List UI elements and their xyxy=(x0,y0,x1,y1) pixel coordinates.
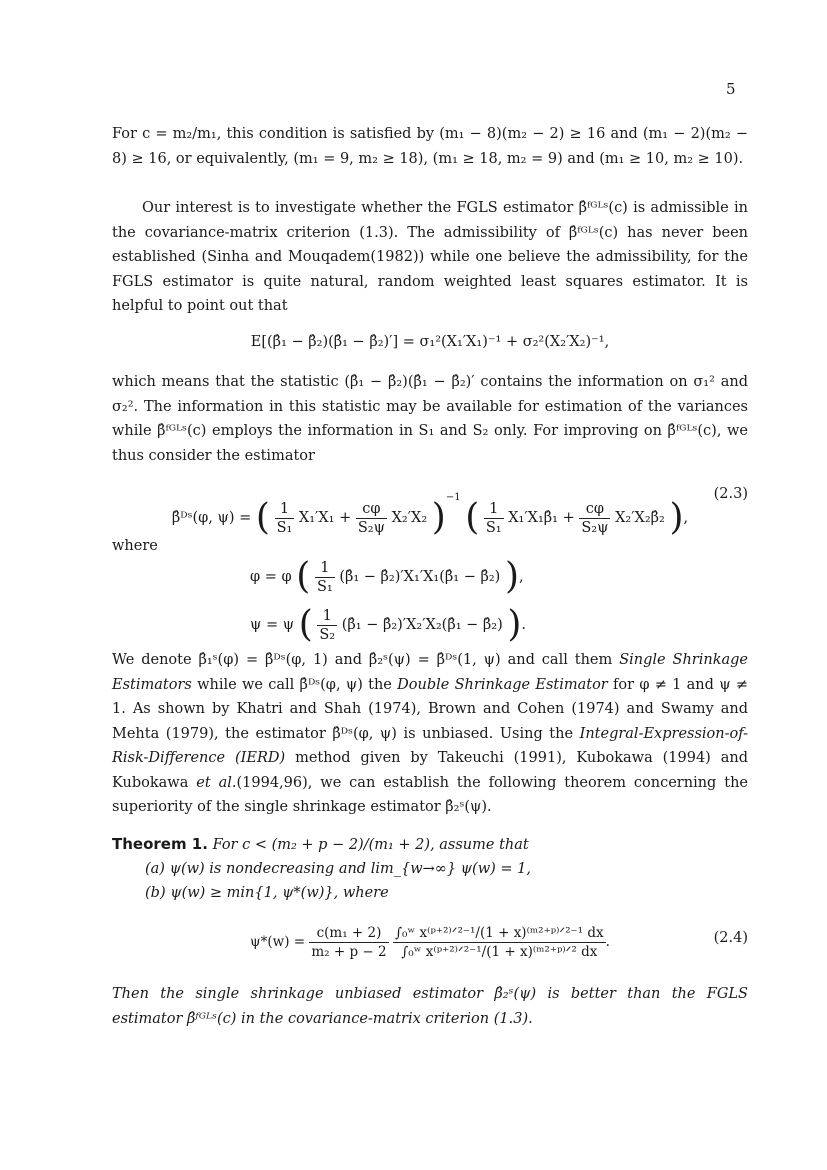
eq23-frac-a: $\frac{1}{\text{S₁}}$ xyxy=(276,500,293,536)
equation-number-2-4: (2.4) xyxy=(713,930,748,946)
eq23-frac-b: $\frac{c\varphi}{\text{S₂ψ}}$ xyxy=(357,500,385,536)
equation-number-2-3: (2.3) xyxy=(713,486,748,502)
psi-frac: $\frac{1}{\text{S₂}}$ xyxy=(319,607,336,643)
paragraph-4: We denote β̂₁ˢ(φ) = β̂ᴰˢ(φ, 1) and β̂₂ˢ(ψ) = β̂ᴰˢ(1, ψ) and call them Single Shrinkage Estimators while we call β̂ᴰˢ(φ, ψ) the Double Shrinkage Estimator for φ ≠ 1 and ψ ≠ 1. As shown by Khatri and Shah (1974), Brown and Cohen (1974) and Swamy and Mehta (1979), the estimator β̂ᴰˢ(φ, ψ) is unbiased. Using the Integral-Expression-of-Risk-Difference (IERD) method given by Takeuchi (1991), Kubokawa (1994) and Kubokawa et al.(1994,96), we can establish the following theorem concerning the superiority of the single shrinkage estimator β̂₂ˢ(ψ). xyxy=(112,652,748,815)
eq23-lhs: β̂ᴰˢ(φ, ψ) = xyxy=(171,510,252,526)
eq24-coef: $\frac{\text{c(m₁ + 2)}}{\text{m₂ + p − 2}}$ xyxy=(311,925,387,960)
theorem-head: Theorem 1. xyxy=(112,835,208,853)
theorem-cond-a: (a) ψ(w) is nondecreasing and lim_{w→∞} ψ(w) = 1, xyxy=(145,861,531,877)
theorem-cond-b: (b) ψ(w) ≥ min{1, ψ*(w)}, where xyxy=(145,885,389,901)
equation-2-4: ψ*(w) = $\frac{\text{c(m₁ + 2)}}{\text{m₂ + p − 2}}$ $\frac{\text{∫₀ʷ x⁽ᵖ⁺²⁾ᐟ²⁻¹/(1 + x)⁽ᵐ²⁺ᵖ⁾ᐟ²⁻¹ dx}}{\text{∫₀ʷ x⁽ᵖ⁺²⁾ᐟ²⁻¹/(1 + x)⁽ᵐ²⁺ᵖ⁾ᐟ² dx}}$ . (2.4) xyxy=(250,925,748,960)
theorem-conclusion: Then the single shrinkage unbiased estimator β̂₂ˢ(ψ) is better than the FGLS estimator β̂ᶠᴳᴸˢ(c) in the covariance-matrix criterion (1.3). xyxy=(112,986,748,1027)
psi-lhs: ψ = ψ xyxy=(250,617,295,633)
eq23-part1-a: X₁′X₁ + xyxy=(298,510,352,526)
eq23-part2-b: X₂′X₂β̂₂ xyxy=(615,510,665,526)
eq24-integral-ratio: $\frac{\text{∫₀ʷ x⁽ᵖ⁺²⁾ᐟ²⁻¹/(1 + x)⁽ᵐ²⁺ᵖ⁾ᐟ²⁻¹ dx}}{\text{∫₀ʷ x⁽ᵖ⁺²⁾ᐟ²⁻¹/(1 + x)⁽ᵐ²⁺ᵖ⁾ᐟ² dx}}$ xyxy=(394,925,604,960)
equation-expectation: E[(β̂₁ − β̂₂)(β̂₁ − β̂₂)′] = σ₁²(X₁′X₁)⁻¹ + σ₂²(X₂′X₂)⁻¹, xyxy=(250,334,610,350)
page-number: 5 xyxy=(726,80,736,98)
theorem-1 xyxy=(112,832,748,858)
eq23-part2-a: X₁′X₁β̂₁ + xyxy=(508,510,575,526)
phi-lhs: φ = φ xyxy=(250,569,292,585)
eq23-frac-d: $\frac{c\varphi}{\text{S₂ψ}}$ xyxy=(581,500,609,536)
eq23-exponent: −1 xyxy=(445,492,461,503)
eq24-lhs: ψ*(w) = xyxy=(250,934,306,950)
paragraph-3: which means that the statistic (β̂₁ − β̂₂)(β̂₁ − β̂₂)′ contains the information on σ₁² and σ₂². The information in this statistic may be available for estimation of the variances while β̂ᶠᴳᴸˢ(c) employs the information in S₁ and S₂ only. For improving on β̂ᶠᴳᴸˢ(c), we thus consider the estimator xyxy=(112,374,748,464)
equation-psi: ψ = ψ ( $\frac{1}{\text{S₂}}$ (β̂₁ − β̂₂)′X₂′X₂(β̂₁ − β̂₂) ). xyxy=(250,604,527,645)
theorem-intro: For c < (m₂ + p − 2)/(m₁ + 2), assume that xyxy=(212,837,529,853)
psi-body: (β̂₁ − β̂₂)′X₂′X₂(β̂₁ − β̂₂) xyxy=(341,617,503,633)
eq23-part1-b: X₂′X₂ xyxy=(391,510,428,526)
phi-frac: $\frac{1}{\text{S₁}}$ xyxy=(316,559,333,595)
phi-body: (β̂₁ − β̂₂)′X₁′X₁(β̂₁ − β̂₂) xyxy=(339,569,501,585)
equation-2-3: β̂ᴰˢ(φ, ψ) = ( $\frac{1}{\text{S₁}}$ X₁′X₁ + $\frac{c\varphi}{\text{S₂ψ}}$ X₂′X₂ )$^{-1}$ ( $\frac{1}{\text{S₁}}$ X₁′X₁β̂₁ + $\frac{c\varphi}{\text{S₂ψ}}$ X₂′X₂β̂₂ ), (2.3) xyxy=(171,486,748,538)
paragraph-1: For c = m₂/m₁, this condition is satisfied by (m₁ − 8)(m₂ − 2) ≥ 16 and (m₁ − 2)(m₂ − 8) ≥ 16, or equivalently, (m₁ = 9, m₂ ≥ 18), (m₁ ≥ 18, m₂ = 9) and (m₁ ≥ 10, m₂ ≥ 10). xyxy=(112,126,748,167)
eq23-frac-c: $\frac{1}{\text{S₁}}$ xyxy=(485,500,502,536)
where-label: where xyxy=(112,538,158,554)
equation-phi: φ = φ ( $\frac{1}{\text{S₁}}$ (β̂₁ − β̂₂)′X₁′X₁(β̂₁ − β̂₂) ), xyxy=(250,556,524,597)
paragraph-2: Our interest is to investigate whether the FGLS estimator β̂ᶠᴳᴸˢ(c) is admissible in the covariance-matrix criterion (1.3). The admissibility of β̂ᶠᴳᴸˢ(c) has never been established (Sinha and Mouqadem(1982)) while one believe the admissibility, for the FGLS estimator is quite natural, random weighted least squares estimator. It is helpful to point out that xyxy=(112,200,748,314)
